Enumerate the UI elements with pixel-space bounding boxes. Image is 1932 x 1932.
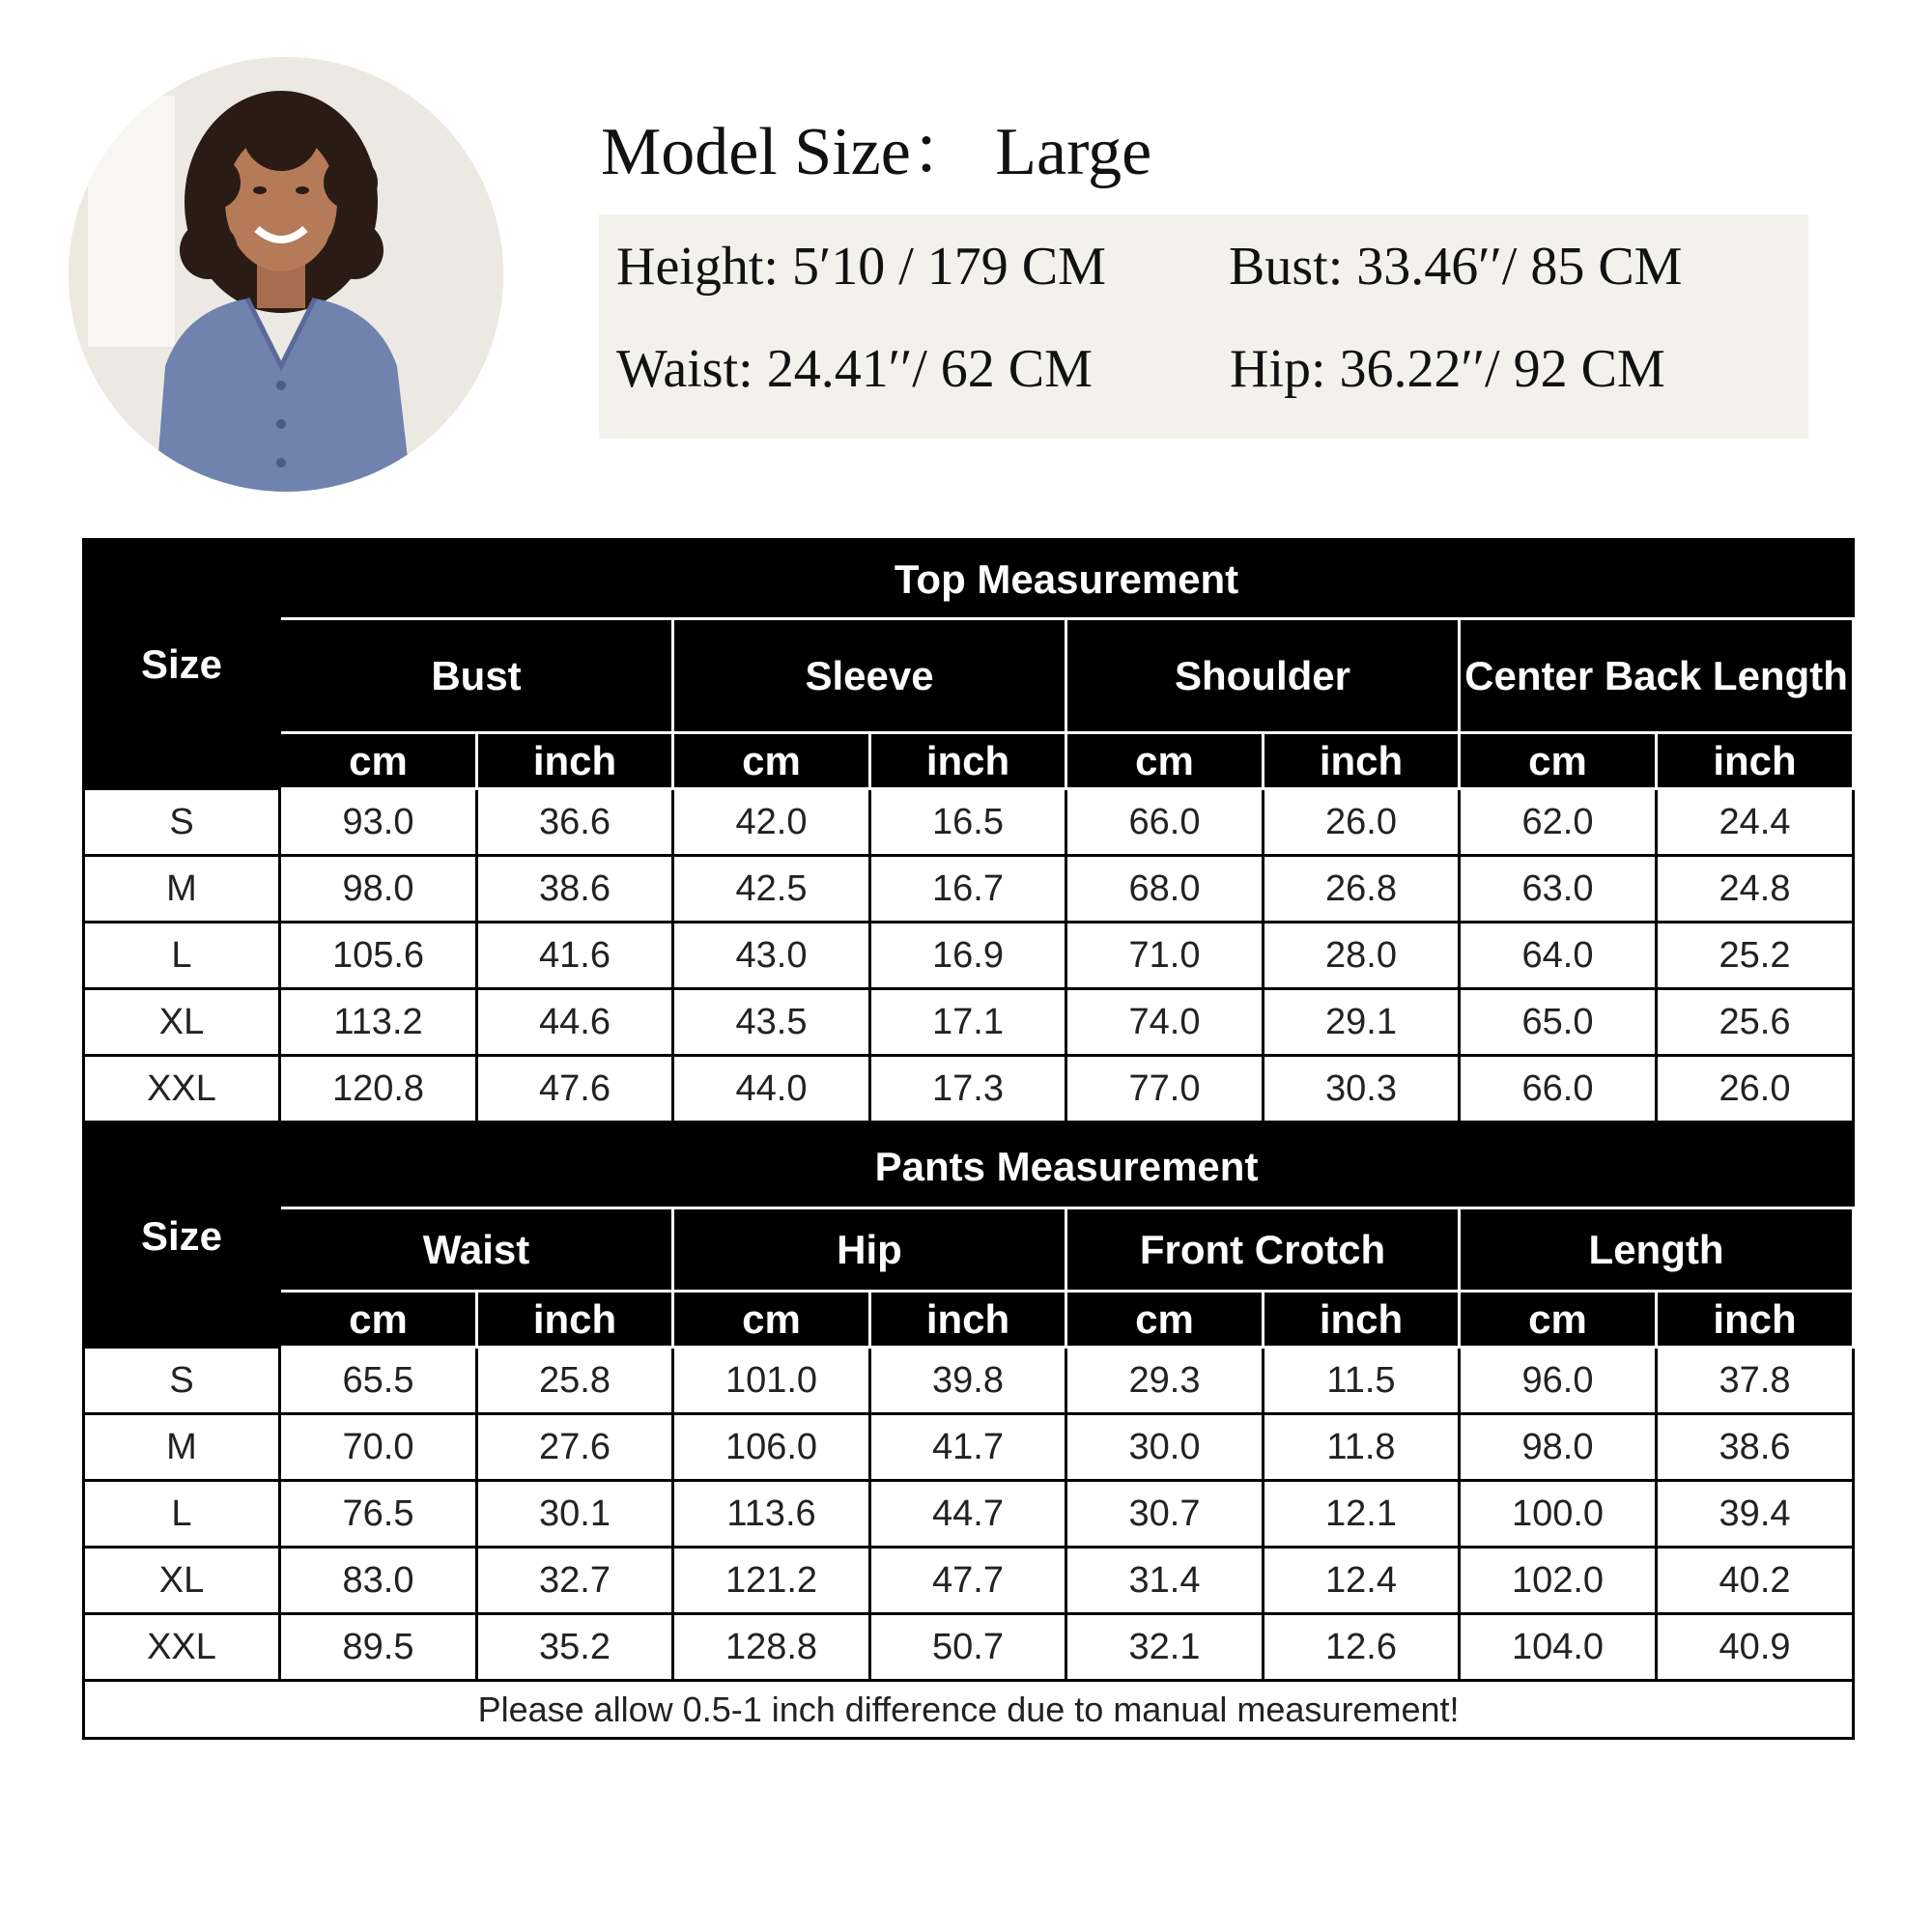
unit-header: inch [1264,1292,1460,1348]
value-cell: 121.2 [673,1548,870,1614]
value-cell: 106.0 [673,1414,870,1481]
measurement-note: Please allow 0.5-1 inch difference due to manual measurement! [84,1681,1854,1739]
model-hip: Hip: 36.22′′/ 92 CM [1230,339,1665,399]
value-cell: 83.0 [280,1548,477,1614]
value-cell: 12.1 [1264,1481,1460,1548]
unit-row [84,1292,1854,1348]
value-cell: 77.0 [1066,1056,1264,1122]
value-cell: 32.7 [477,1548,673,1614]
table-row [84,989,1854,1056]
value-cell: 38.6 [477,856,673,923]
value-cell: 66.0 [1066,789,1264,856]
value-cell: 65.0 [1460,989,1657,1056]
value-cell: 25.2 [1657,923,1854,989]
group-header: Bust [280,619,673,733]
table-row [84,1481,1854,1548]
table-row [84,1614,1854,1681]
value-cell: 101.0 [673,1348,870,1414]
value-cell: 24.8 [1657,856,1854,923]
size-cell: XXL [84,1614,280,1681]
value-cell: 47.6 [477,1056,673,1122]
value-cell: 93.0 [280,789,477,856]
group-header: Waist [280,1208,673,1292]
unit-header: cm [280,1292,477,1348]
value-cell: 39.4 [1657,1481,1854,1548]
value-cell: 100.0 [1460,1481,1657,1548]
group-header: Hip [673,1208,1066,1292]
value-cell: 120.8 [280,1056,477,1122]
value-cell: 36.6 [477,789,673,856]
value-cell: 44.7 [870,1481,1066,1548]
value-cell: 70.0 [280,1414,477,1481]
value-cell: 71.0 [1066,923,1264,989]
size-cell: S [84,1348,280,1414]
group-header: Center Back Length [1460,619,1854,733]
value-cell: 104.0 [1460,1614,1657,1681]
value-cell: 30.1 [477,1481,673,1548]
size-header: Size [84,540,280,789]
value-cell: 31.4 [1066,1548,1264,1614]
value-cell: 26.0 [1264,789,1460,856]
unit-header: inch [1264,733,1460,789]
value-cell: 30.3 [1264,1056,1460,1122]
size-cell: L [84,923,280,989]
unit-row [84,733,1854,789]
value-cell: 102.0 [1460,1548,1657,1614]
value-cell: 98.0 [1460,1414,1657,1481]
value-cell: 25.8 [477,1348,673,1414]
value-cell: 42.5 [673,856,870,923]
value-cell: 17.3 [870,1056,1066,1122]
value-cell: 11.8 [1264,1414,1460,1481]
model-bust: Bust: 33.46′′/ 85 CM [1229,237,1683,297]
value-cell: 29.3 [1066,1348,1264,1414]
value-cell: 44.6 [477,989,673,1056]
value-cell: 113.6 [673,1481,870,1548]
model-waist: Waist: 24.41′′/ 62 CM [616,339,1093,399]
value-cell: 12.4 [1264,1548,1460,1614]
value-cell: 43.5 [673,989,870,1056]
size-cell: M [84,1414,280,1481]
unit-header: cm [1066,733,1264,789]
value-cell: 27.6 [477,1414,673,1481]
value-cell: 40.9 [1657,1614,1854,1681]
value-cell: 68.0 [1066,856,1264,923]
unit-header: inch [1657,1292,1854,1348]
value-cell: 28.0 [1264,923,1460,989]
unit-header: cm [673,1292,870,1348]
value-cell: 113.2 [280,989,477,1056]
table-row [84,1348,1854,1414]
value-cell: 17.1 [870,989,1066,1056]
value-cell: 12.6 [1264,1614,1460,1681]
value-cell: 65.5 [280,1348,477,1414]
unit-header: inch [1657,733,1854,789]
model-photo [69,57,503,492]
value-cell: 30.0 [1066,1414,1264,1481]
model-height: Height: 5′10 / 179 CM [616,237,1106,297]
value-cell: 74.0 [1066,989,1264,1056]
table-row [84,1056,1854,1122]
value-cell: 63.0 [1460,856,1657,923]
unit-header: inch [870,733,1066,789]
size-cell: S [84,789,280,856]
value-cell: 30.7 [1066,1481,1264,1548]
unit-header: cm [673,733,870,789]
table-row [84,1414,1854,1481]
table-row [84,1548,1854,1614]
group-header: Sleeve [673,619,1066,733]
table-row [84,789,1854,856]
unit-header: inch [870,1292,1066,1348]
value-cell: 40.2 [1657,1548,1854,1614]
value-cell: 66.0 [1460,1056,1657,1122]
size-cell: L [84,1481,280,1548]
size-cell: M [84,856,280,923]
value-cell: 41.7 [870,1414,1066,1481]
value-cell: 98.0 [280,856,477,923]
value-cell: 16.9 [870,923,1066,989]
group-header: Length [1460,1208,1854,1292]
value-cell: 105.6 [280,923,477,989]
value-cell: 89.5 [280,1614,477,1681]
value-cell: 35.2 [477,1614,673,1681]
size-cell: XL [84,989,280,1056]
value-cell: 96.0 [1460,1348,1657,1414]
value-cell: 47.7 [870,1548,1066,1614]
value-cell: 26.8 [1264,856,1460,923]
table-title: Top Measurement [280,540,1854,619]
table-row [84,923,1854,989]
value-cell: 37.8 [1657,1348,1854,1414]
model-size-title: Model Size： Large [601,115,1152,189]
value-cell: 16.7 [870,856,1066,923]
top-measurement-table [82,538,1855,1123]
size-cell: XXL [84,1056,280,1122]
value-cell: 62.0 [1460,789,1657,856]
unit-header: cm [280,733,477,789]
value-cell: 42.0 [673,789,870,856]
group-header: Shoulder [1066,619,1460,733]
pants-measurement-table [82,1123,1855,1740]
value-cell: 44.0 [673,1056,870,1122]
size-header: Size [84,1125,280,1348]
value-cell: 76.5 [280,1481,477,1548]
table-row [84,856,1854,923]
value-cell: 11.5 [1264,1348,1460,1414]
value-cell: 38.6 [1657,1414,1854,1481]
unit-header: cm [1460,733,1657,789]
table-title: Pants Measurement [280,1125,1854,1208]
value-cell: 64.0 [1460,923,1657,989]
unit-header: cm [1460,1292,1657,1348]
size-cell: XL [84,1548,280,1614]
unit-header: inch [477,733,673,789]
value-cell: 25.6 [1657,989,1854,1056]
value-cell: 32.1 [1066,1614,1264,1681]
value-cell: 50.7 [870,1614,1066,1681]
group-header: Front Crotch [1066,1208,1460,1292]
value-cell: 24.4 [1657,789,1854,856]
unit-header: cm [1066,1292,1264,1348]
pants-table-body [84,1348,1854,1681]
value-cell: 128.8 [673,1614,870,1681]
unit-header: inch [477,1292,673,1348]
value-cell: 29.1 [1264,989,1460,1056]
value-cell: 43.0 [673,923,870,989]
top-table-body [84,789,1854,1122]
value-cell: 39.8 [870,1348,1066,1414]
value-cell: 16.5 [870,789,1066,856]
value-cell: 26.0 [1657,1056,1854,1122]
value-cell: 41.6 [477,923,673,989]
